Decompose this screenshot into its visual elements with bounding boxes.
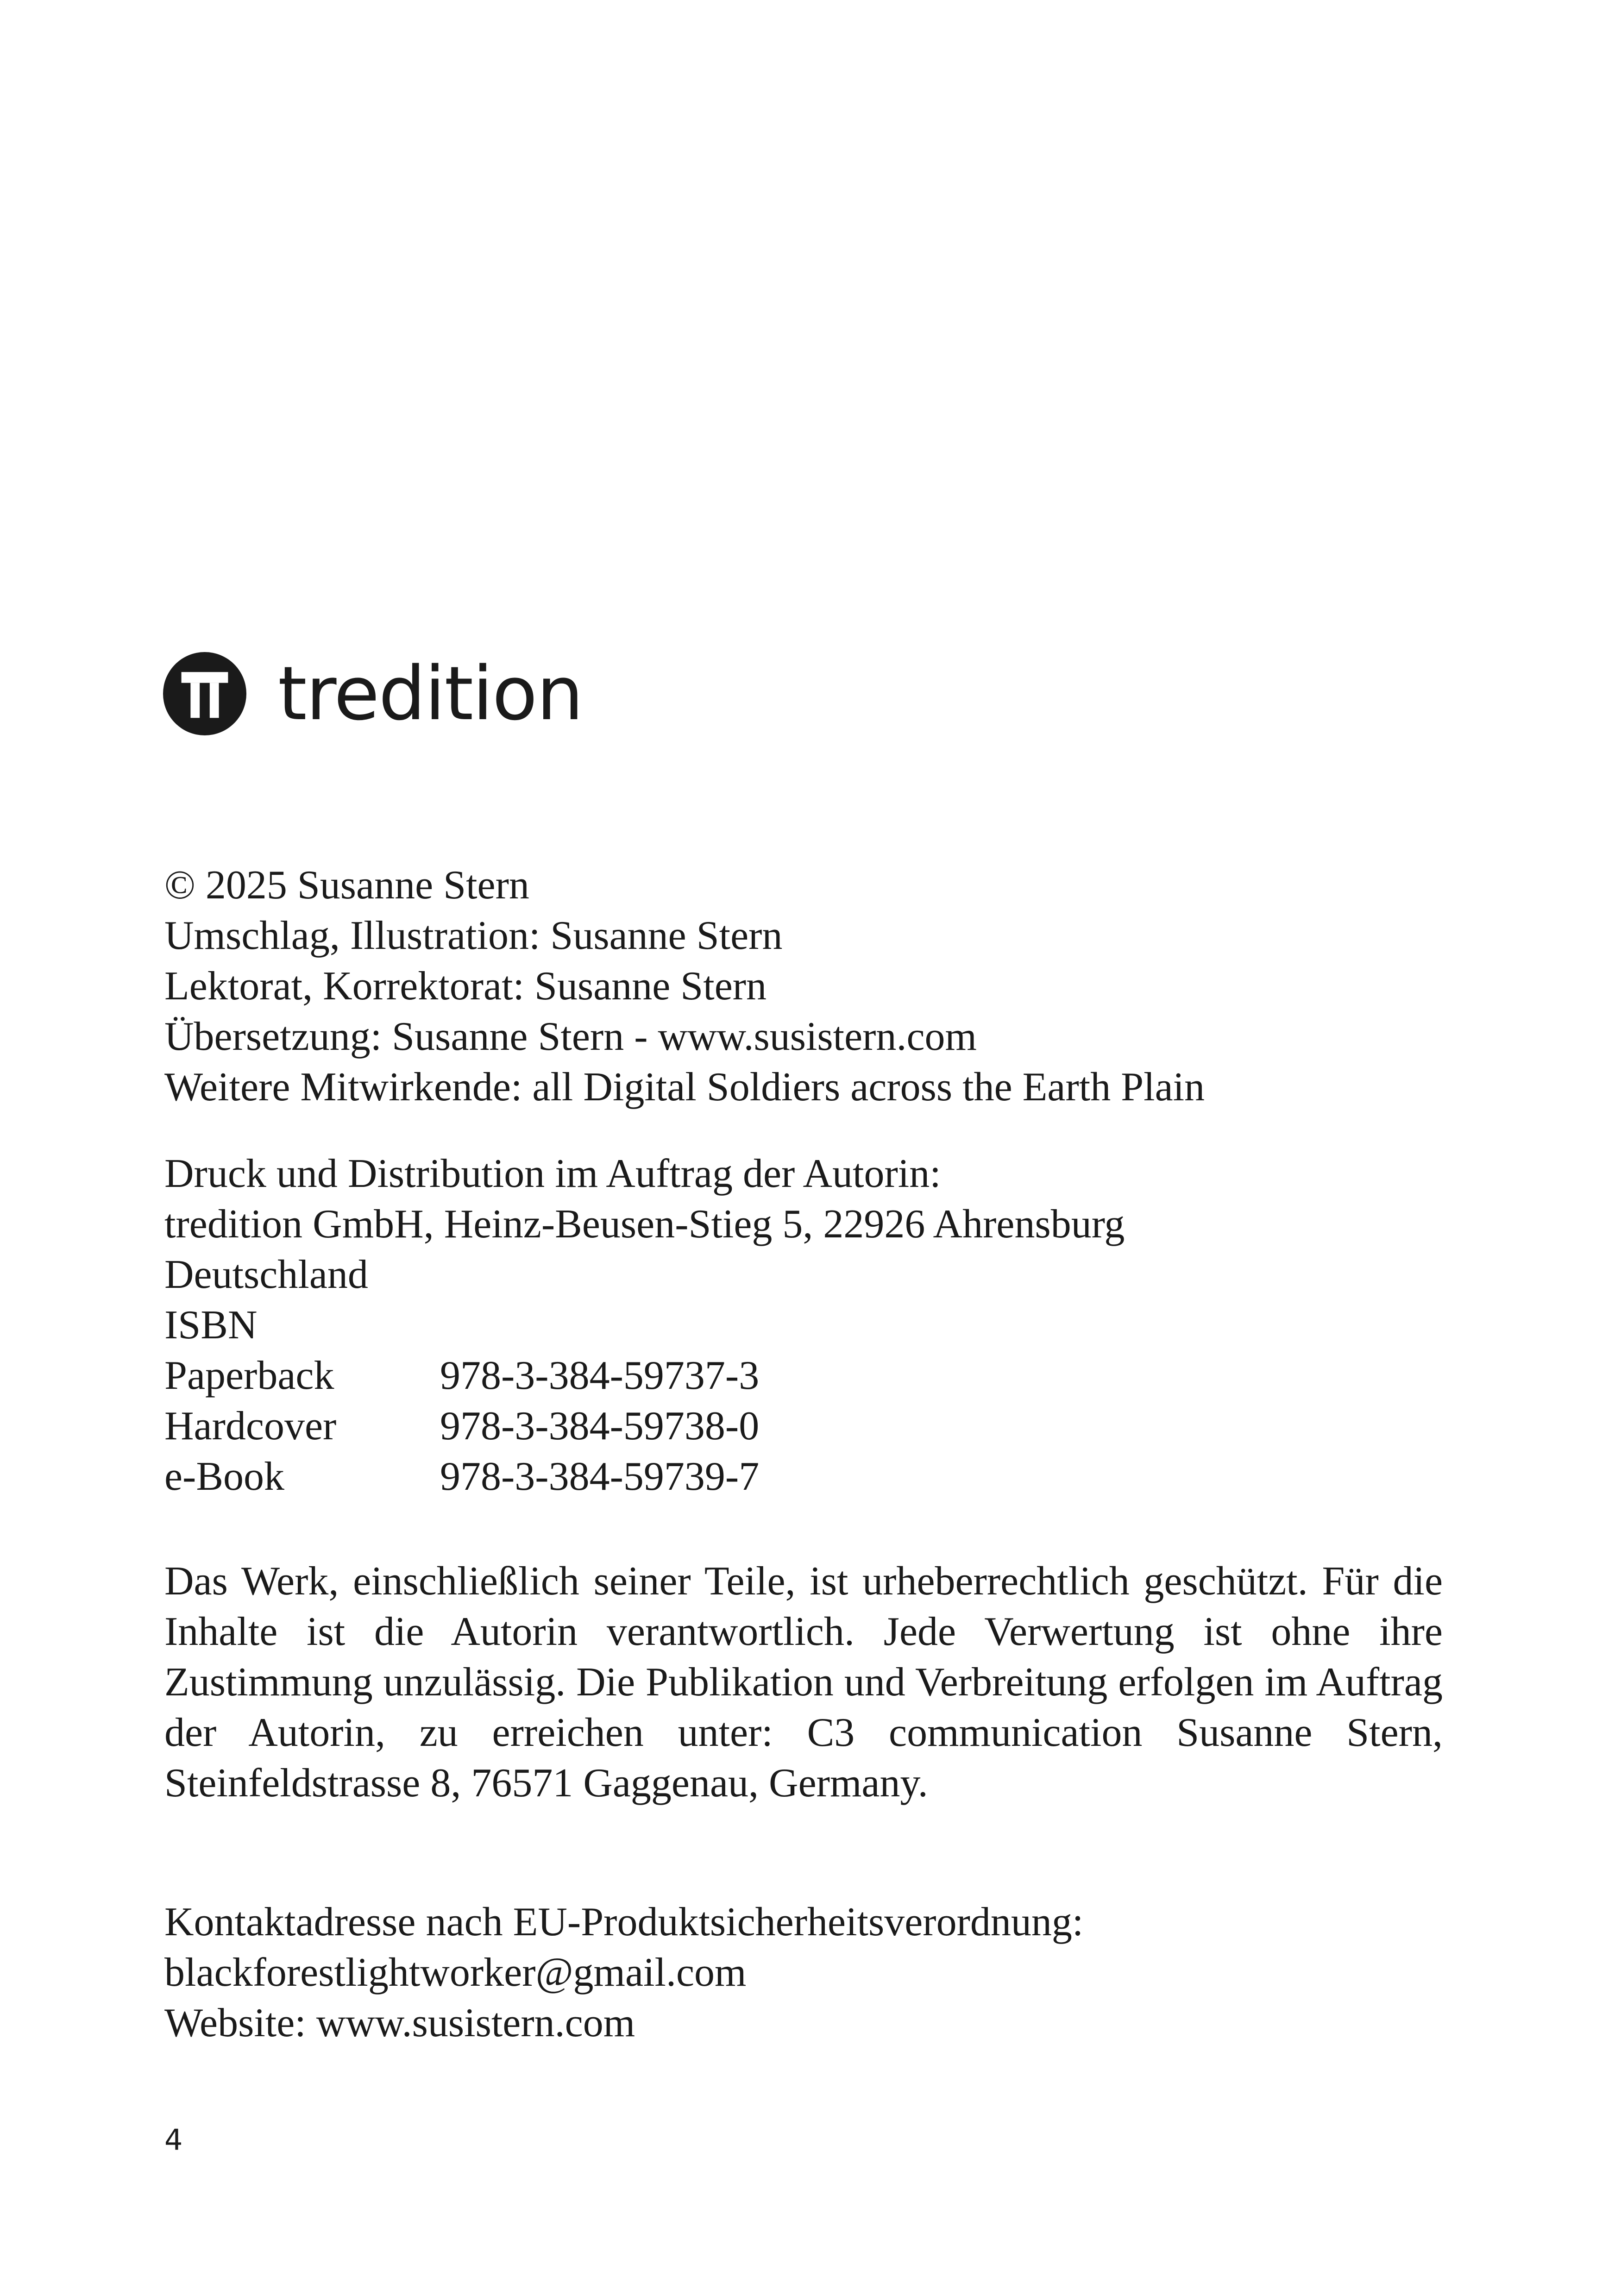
print-info-block [164,1148,1125,1502]
contributors-line: Weitere Mitwirkende: all Digital Soldiers across the Earth Plain [164,1065,1205,1110]
distribution-line: Druck und Distribution im Auftrag der Autorin: [164,1151,941,1196]
isbn-format: e-Book [164,1454,285,1499]
publisher-country-line: Deutschland [164,1252,368,1297]
contact-heading: Kontaktadresse nach EU-Produktsicherheitsverordnung: [164,1900,1084,1945]
contact-block [164,1897,1083,2048]
publisher-wordmark: tredition [278,650,583,737]
legal-notice-paragraph: Das Werk, einschließlich seiner Teile, ist urheberrechtlich geschützt. Für die Inhalte ist die Autorin verantwortlich. Jede Verwertung ist ohne ihre Zustimmung unzulässig. Die Publikation und Verbreitung erfolgen im Auftrag der Autorin, zu erreichen unter: C3 communication Susanne Stern, Steinfeldstrasse 8, 76571 Gaggenau, Germany. [164,1559,1443,1806]
isbn-row [164,1401,1125,1451]
editing-credit-line: Lektorat, Korrektorat: Susanne Stern [164,964,767,1009]
isbn-format: Hardcover [164,1404,337,1449]
translation-credit-line: Übersetzung: Susanne Stern - www.susistern.com [164,1014,977,1059]
publisher-address-line: tredition GmbH, Heinz-Beusen-Stieg 5, 22926 Ahrensburg [164,1202,1125,1247]
cover-credit-line: Umschlag, Illustration: Susanne Stern [164,913,783,958]
contact-email: blackforestlightworker@gmail.com [164,1950,747,1995]
isbn-number: 978-3-384-59739-7 [440,1454,760,1499]
tredition-t-logo-icon [163,652,246,735]
credits-block [164,860,1205,1112]
isbn-row [164,1451,1125,1502]
isbn-row [164,1350,1125,1401]
copyright-line: © 2025 Susanne Stern [164,863,529,908]
website-line: Website: www.susistern.com [164,2001,635,2045]
isbn-heading: ISBN [164,1303,258,1348]
page-number: 4 [164,2123,183,2157]
publisher-logo [163,647,583,740]
isbn-number: 978-3-384-59737-3 [440,1353,760,1398]
isbn-format: Paperback [164,1353,334,1398]
isbn-number: 978-3-384-59738-0 [440,1404,760,1449]
